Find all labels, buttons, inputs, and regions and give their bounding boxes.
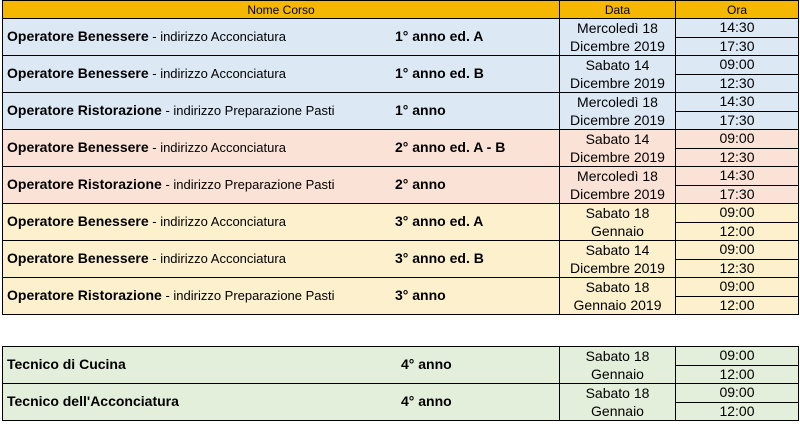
course-name: Tecnico di Cucina: [7, 356, 126, 372]
date-cell: [560, 384, 676, 421]
course-year: 1° anno ed. B: [395, 65, 484, 81]
time-end: 12:30: [676, 74, 799, 93]
time-start: 09:00: [676, 56, 799, 75]
time-start: 09:00: [676, 347, 799, 366]
course-year: 4° anno: [401, 356, 452, 372]
course-year: 3° anno: [395, 287, 446, 303]
course-desc: - indirizzo Acconciatura: [148, 29, 286, 44]
course-desc: - indirizzo Preparazione Pasti: [161, 288, 335, 303]
date-line-1: Sabato 14: [585, 57, 650, 73]
date-line-2: Gennaio 2019: [573, 297, 662, 313]
course-cell: [3, 241, 560, 278]
date-line-1: Sabato 18: [585, 279, 650, 295]
course-year: 2° anno: [395, 176, 446, 192]
date-line-2: Gennaio: [591, 223, 644, 239]
course-year: 4° anno: [401, 393, 452, 409]
date-line-2: Gennaio: [591, 366, 644, 382]
course-name: Operatore Benessere: [7, 139, 149, 155]
course-cell: [3, 167, 560, 204]
time-end: 12:00: [676, 296, 799, 315]
date-cell: [560, 204, 676, 241]
time-end: 12:00: [676, 402, 799, 421]
course-row: [3, 204, 799, 223]
date-cell: [560, 56, 676, 93]
date-line-1: Mercoledì 18: [577, 168, 658, 184]
course-row: [3, 19, 799, 38]
time-end: 17:30: [676, 111, 799, 130]
course-year: 3° anno ed. A: [395, 213, 484, 229]
time-start: 09:00: [676, 241, 799, 260]
date-line-2: Dicembre 2019: [570, 260, 665, 276]
date-cell: [560, 167, 676, 204]
course-cell: [3, 130, 560, 167]
course-row: [3, 347, 799, 366]
time-start: 09:00: [676, 204, 799, 223]
course-name: Operatore Ristorazione: [7, 102, 162, 118]
course-row: [3, 56, 799, 75]
date-line-2: Dicembre 2019: [570, 112, 665, 128]
course-row: [3, 384, 799, 403]
header-ora: Ora: [676, 1, 799, 19]
course-desc: - indirizzo Preparazione Pasti: [161, 177, 335, 192]
course-name-line: [7, 176, 335, 192]
time-end: 12:00: [676, 365, 799, 384]
course-year: 1° anno: [395, 102, 446, 118]
course-cell: [3, 56, 560, 93]
header-data: Data: [560, 1, 676, 19]
course-name-line: [7, 287, 335, 303]
course-cell: [3, 384, 560, 421]
date-cell: [560, 241, 676, 278]
date-line-2: Dicembre 2019: [570, 186, 665, 202]
course-desc: - indirizzo Acconciatura: [148, 140, 286, 155]
date-line-2: Gennaio: [591, 403, 644, 419]
time-start: 14:30: [676, 93, 799, 112]
time-start: 09:00: [676, 278, 799, 297]
time-start: 14:30: [676, 19, 799, 38]
course-year: 3° anno ed. B: [395, 250, 484, 266]
course-name: Tecnico dell'Acconciatura: [7, 393, 179, 409]
course-cell: [3, 93, 560, 130]
time-end: 17:30: [676, 37, 799, 56]
course-year: 2° anno ed. A - B: [395, 139, 506, 155]
date-line-2: Dicembre 2019: [570, 75, 665, 91]
date-line-1: Sabato 18: [585, 205, 650, 221]
course-name: Operatore Ristorazione: [7, 176, 162, 192]
course-row: [3, 241, 799, 260]
course-desc: - indirizzo Acconciatura: [148, 66, 286, 81]
header-row: [3, 1, 799, 19]
date-cell: [560, 278, 676, 315]
course-name: Operatore Benessere: [7, 28, 149, 44]
time-start: 09:00: [676, 130, 799, 149]
course-name-line: [7, 28, 286, 44]
course-row: [3, 167, 799, 186]
date-line-1: Sabato 14: [585, 131, 650, 147]
course-name-line: [7, 65, 286, 81]
course-name-line: [7, 213, 286, 229]
course-year: 1° anno ed. A: [395, 28, 484, 44]
time-end: 17:30: [676, 185, 799, 204]
header-nome-corso: Nome Corso: [3, 1, 560, 19]
date-cell: [560, 93, 676, 130]
technical-table: [2, 346, 799, 421]
course-name-line: [7, 393, 179, 409]
time-end: 12:30: [676, 259, 799, 278]
course-cell: [3, 278, 560, 315]
time-start: 09:00: [676, 384, 799, 403]
course-name: Operatore Ristorazione: [7, 287, 162, 303]
course-cell: [3, 347, 560, 384]
date-line-1: Mercoledì 18: [577, 94, 658, 110]
course-desc: - indirizzo Acconciatura: [148, 251, 286, 266]
course-desc: - indirizzo Preparazione Pasti: [161, 103, 335, 118]
date-cell: [560, 347, 676, 384]
course-name: Operatore Benessere: [7, 250, 149, 266]
course-name-line: [7, 250, 286, 266]
time-start: 14:30: [676, 167, 799, 186]
date-line-2: Dicembre 2019: [570, 149, 665, 165]
date-line-1: Sabato 14: [585, 242, 650, 258]
date-cell: [560, 19, 676, 56]
date-line-2: Dicembre 2019: [570, 38, 665, 54]
course-name: Operatore Benessere: [7, 213, 149, 229]
course-row: [3, 93, 799, 112]
date-cell: [560, 130, 676, 167]
time-end: 12:00: [676, 222, 799, 241]
date-line-1: Mercoledì 18: [577, 20, 658, 36]
course-row: [3, 130, 799, 149]
schedule-table: [2, 0, 799, 315]
course-name-line: [7, 356, 126, 372]
course-name-line: [7, 102, 335, 118]
course-name-line: [7, 139, 286, 155]
date-line-1: Sabato 18: [585, 385, 650, 401]
course-cell: [3, 19, 560, 56]
course-row: [3, 278, 799, 297]
course-name: Operatore Benessere: [7, 65, 149, 81]
course-cell: [3, 204, 560, 241]
time-end: 12:30: [676, 148, 799, 167]
date-line-1: Sabato 18: [585, 348, 650, 364]
course-desc: - indirizzo Acconciatura: [148, 214, 286, 229]
